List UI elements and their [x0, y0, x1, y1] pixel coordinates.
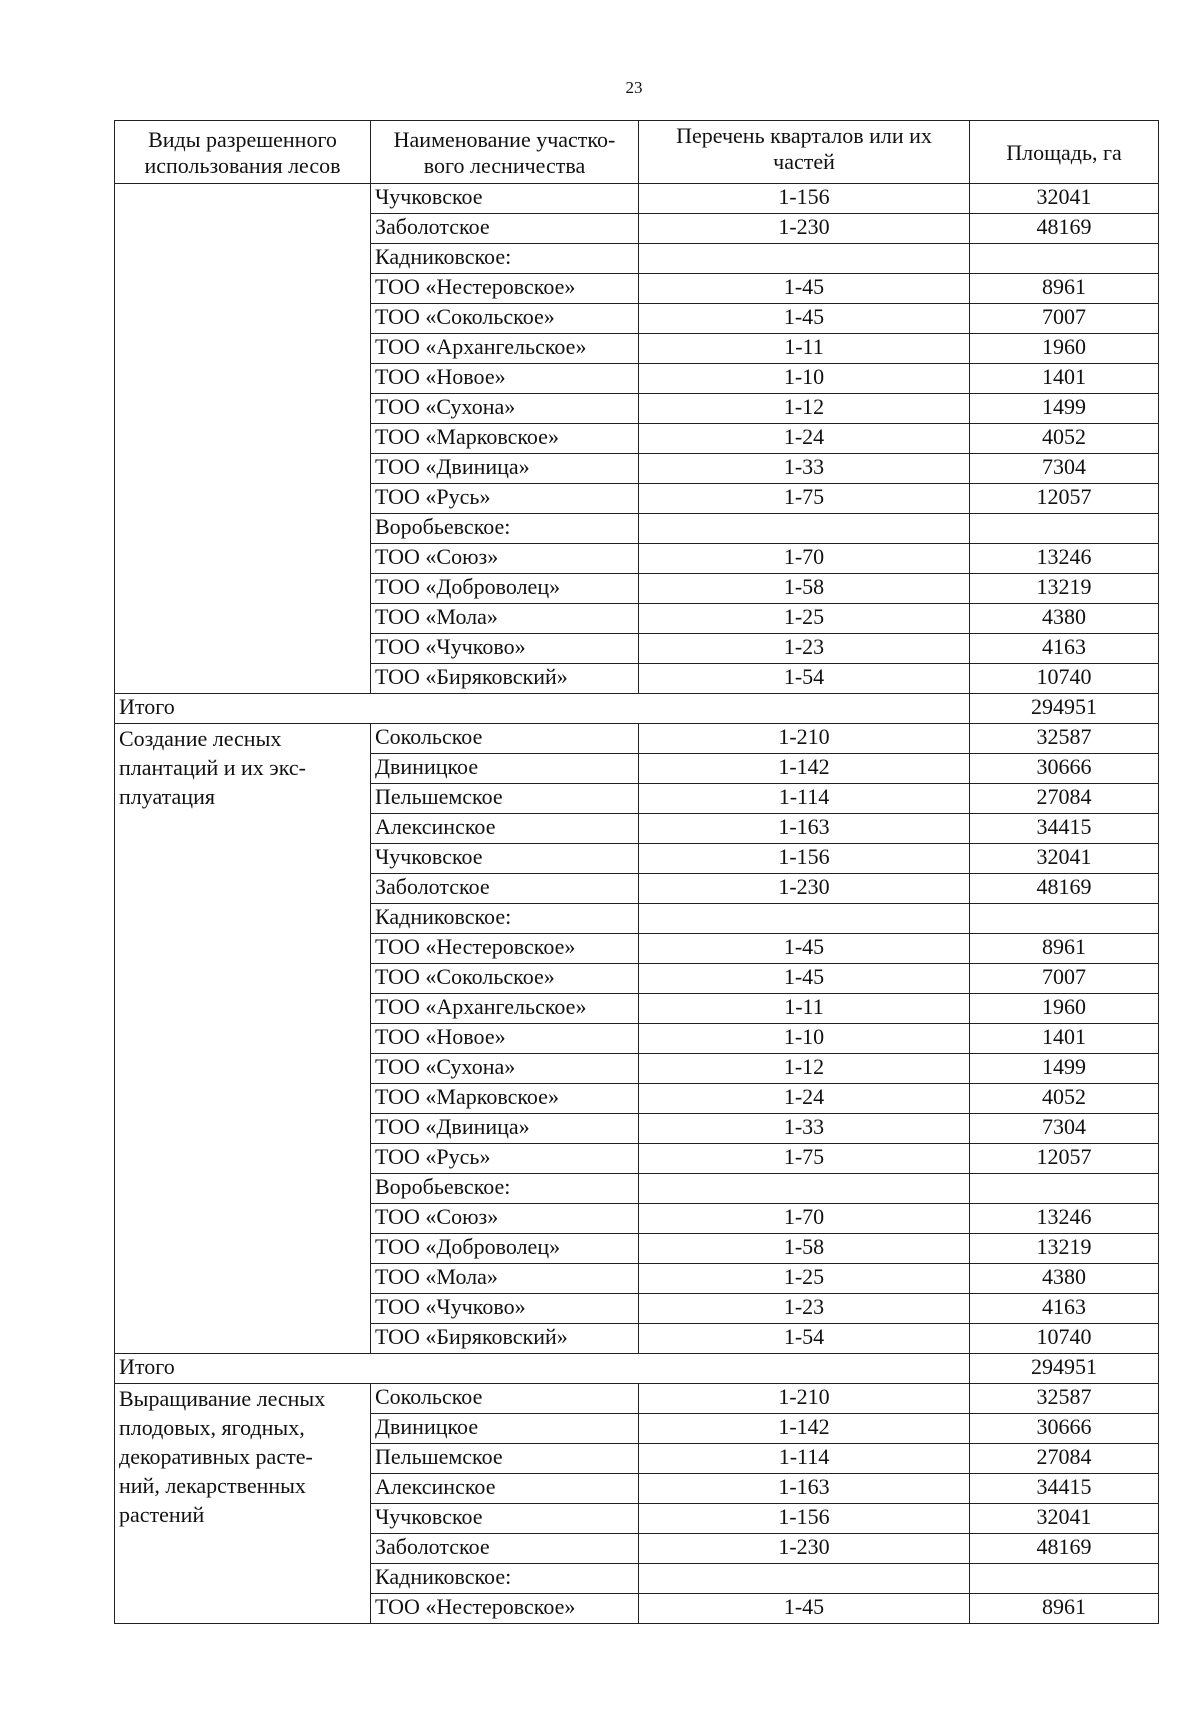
- forestry-name-cell: Двиницкое: [371, 754, 639, 784]
- header-area: Площадь, га: [970, 121, 1159, 184]
- area-cell: 4052: [970, 1084, 1159, 1114]
- quarters-cell: 1-12: [639, 1054, 970, 1084]
- forestry-name-cell: ТОО «Мола»: [371, 604, 639, 634]
- quarters-cell: 1-142: [639, 1414, 970, 1444]
- forestry-name-cell: Двиницкое: [371, 1414, 639, 1444]
- area-cell: 34415: [970, 1474, 1159, 1504]
- quarters-cell: 1-230: [639, 874, 970, 904]
- forestry-name-cell: Чучковское: [371, 1504, 639, 1534]
- total-value: 294951: [970, 1354, 1159, 1384]
- quarters-cell: 1-230: [639, 1534, 970, 1564]
- area-cell: 12057: [970, 484, 1159, 514]
- quarters-cell: 1-75: [639, 1144, 970, 1174]
- header-quarters: Перечень кварталов или их частей: [639, 121, 970, 184]
- area-cell: 32041: [970, 184, 1159, 214]
- forestry-name-cell: Воробьевское:: [371, 1174, 639, 1204]
- area-cell: 1401: [970, 364, 1159, 394]
- use-type-line: плодовых, ягодных,: [119, 1415, 305, 1440]
- quarters-cell: 1-24: [639, 424, 970, 454]
- forestry-name-cell: ТОО «Сокольское»: [371, 304, 639, 334]
- quarters-cell: 1-54: [639, 664, 970, 694]
- forestry-name-cell: ТОО «Доброволец»: [371, 1234, 639, 1264]
- area-cell: 7304: [970, 454, 1159, 484]
- forest-use-table: [114, 120, 1159, 1624]
- quarters-cell: 1-10: [639, 364, 970, 394]
- area-cell: 1499: [970, 1054, 1159, 1084]
- total-label: Итого: [115, 1354, 970, 1384]
- header-forestry: Наименование участко-вого лесничества: [371, 121, 639, 184]
- area-cell: 4380: [970, 1264, 1159, 1294]
- forestry-name-cell: Заболотское: [371, 214, 639, 244]
- forestry-name-cell: ТОО «Союз»: [371, 544, 639, 574]
- area-cell: 10740: [970, 1324, 1159, 1354]
- quarters-cell: 1-156: [639, 184, 970, 214]
- forestry-name-cell: ТОО «Нестеровское»: [371, 1594, 639, 1624]
- quarters-cell: 1-70: [639, 1204, 970, 1234]
- area-cell: 30666: [970, 754, 1159, 784]
- quarters-cell: 1-58: [639, 574, 970, 604]
- table-row: [115, 1384, 1159, 1414]
- area-cell: [970, 1174, 1159, 1204]
- area-cell: 48169: [970, 1534, 1159, 1564]
- quarters-cell: 1-114: [639, 1444, 970, 1474]
- forestry-name-cell: ТОО «Нестеровское»: [371, 274, 639, 304]
- forestry-name-cell: Заболотское: [371, 874, 639, 904]
- quarters-cell: 1-210: [639, 724, 970, 754]
- area-cell: 13246: [970, 1204, 1159, 1234]
- quarters-cell: 1-163: [639, 814, 970, 844]
- forestry-name-cell: Кадниковское:: [371, 244, 639, 274]
- table-header-row: [115, 121, 1159, 184]
- quarters-cell: 1-12: [639, 394, 970, 424]
- quarters-cell: [639, 514, 970, 544]
- quarters-cell: 1-45: [639, 274, 970, 304]
- forestry-name-cell: ТОО «Биряковский»: [371, 1324, 639, 1354]
- table-body: [115, 184, 1159, 1624]
- quarters-cell: 1-58: [639, 1234, 970, 1264]
- forestry-name-cell: ТОО «Биряковский»: [371, 664, 639, 694]
- area-cell: 32041: [970, 1504, 1159, 1534]
- total-row: [115, 1354, 1159, 1384]
- quarters-cell: [639, 1564, 970, 1594]
- area-cell: 27084: [970, 784, 1159, 814]
- use-type-cell: [115, 1384, 371, 1624]
- quarters-cell: 1-156: [639, 1504, 970, 1534]
- quarters-cell: 1-45: [639, 1594, 970, 1624]
- area-cell: 13246: [970, 544, 1159, 574]
- header-use-type: Виды разрешенного использования лесов: [115, 121, 371, 184]
- forestry-name-cell: Сокольское: [371, 724, 639, 754]
- area-cell: [970, 244, 1159, 274]
- use-type-line: декоративных расте-: [119, 1444, 313, 1469]
- area-cell: 1401: [970, 1024, 1159, 1054]
- total-row: [115, 694, 1159, 724]
- area-cell: 48169: [970, 214, 1159, 244]
- forestry-name-cell: ТОО «Мола»: [371, 1264, 639, 1294]
- area-cell: [970, 1564, 1159, 1594]
- table-row: [115, 724, 1159, 754]
- forestry-name-cell: Заболотское: [371, 1534, 639, 1564]
- forestry-name-cell: ТОО «Архангельское»: [371, 994, 639, 1024]
- quarters-cell: 1-11: [639, 994, 970, 1024]
- quarters-cell: 1-156: [639, 844, 970, 874]
- area-cell: 1960: [970, 334, 1159, 364]
- area-cell: 1499: [970, 394, 1159, 424]
- quarters-cell: [639, 904, 970, 934]
- quarters-cell: 1-33: [639, 454, 970, 484]
- forestry-name-cell: ТОО «Союз»: [371, 1204, 639, 1234]
- quarters-cell: 1-25: [639, 1264, 970, 1294]
- forestry-name-cell: ТОО «Новое»: [371, 1024, 639, 1054]
- area-cell: 8961: [970, 934, 1159, 964]
- quarters-cell: 1-210: [639, 1384, 970, 1414]
- forestry-name-cell: ТОО «Марковское»: [371, 424, 639, 454]
- total-value: 294951: [970, 694, 1159, 724]
- area-cell: 4052: [970, 424, 1159, 454]
- forestry-name-cell: Кадниковское:: [371, 1564, 639, 1594]
- area-cell: 7007: [970, 964, 1159, 994]
- area-cell: 13219: [970, 1234, 1159, 1264]
- quarters-cell: 1-45: [639, 934, 970, 964]
- forestry-name-cell: ТОО «Русь»: [371, 484, 639, 514]
- area-cell: [970, 904, 1159, 934]
- area-cell: 7304: [970, 1114, 1159, 1144]
- quarters-cell: 1-25: [639, 604, 970, 634]
- forestry-name-cell: Алексинское: [371, 1474, 639, 1504]
- quarters-cell: 1-11: [639, 334, 970, 364]
- area-cell: 1960: [970, 994, 1159, 1024]
- quarters-cell: 1-23: [639, 634, 970, 664]
- forestry-name-cell: ТОО «Сокольское»: [371, 964, 639, 994]
- area-cell: [970, 514, 1159, 544]
- quarters-cell: 1-142: [639, 754, 970, 784]
- area-cell: 8961: [970, 1594, 1159, 1624]
- forestry-name-cell: ТОО «Чучково»: [371, 1294, 639, 1324]
- forestry-name-cell: ТОО «Чучково»: [371, 634, 639, 664]
- quarters-cell: [639, 1174, 970, 1204]
- area-cell: 4163: [970, 634, 1159, 664]
- area-cell: 34415: [970, 814, 1159, 844]
- forestry-name-cell: ТОО «Сухона»: [371, 1054, 639, 1084]
- quarters-cell: [639, 244, 970, 274]
- quarters-cell: 1-75: [639, 484, 970, 514]
- forestry-name-cell: ТОО «Сухона»: [371, 394, 639, 424]
- quarters-cell: 1-230: [639, 214, 970, 244]
- forestry-name-cell: Пельшемское: [371, 784, 639, 814]
- use-type-line: Создание лесных: [119, 726, 282, 751]
- use-type-line: плуатация: [119, 784, 215, 809]
- use-type-line: растений: [119, 1502, 205, 1527]
- page-number: 23: [625, 78, 643, 97]
- quarters-cell: 1-163: [639, 1474, 970, 1504]
- forestry-name-cell: Пельшемское: [371, 1444, 639, 1474]
- area-cell: 7007: [970, 304, 1159, 334]
- area-cell: 32587: [970, 1384, 1159, 1414]
- use-type-cell: [115, 184, 371, 694]
- area-cell: 10740: [970, 664, 1159, 694]
- forestry-name-cell: ТОО «Архангельское»: [371, 334, 639, 364]
- area-cell: 32587: [970, 724, 1159, 754]
- forestry-name-cell: Сокольское: [371, 1384, 639, 1414]
- forestry-name-cell: ТОО «Новое»: [371, 364, 639, 394]
- forestry-name-cell: ТОО «Двиница»: [371, 454, 639, 484]
- use-type-line: ний, лекарственных: [119, 1473, 306, 1498]
- area-cell: 4380: [970, 604, 1159, 634]
- forestry-name-cell: ТОО «Двиница»: [371, 1114, 639, 1144]
- area-cell: 13219: [970, 574, 1159, 604]
- quarters-cell: 1-54: [639, 1324, 970, 1354]
- quarters-cell: 1-23: [639, 1294, 970, 1324]
- area-cell: 12057: [970, 1144, 1159, 1174]
- quarters-cell: 1-33: [639, 1114, 970, 1144]
- forestry-name-cell: ТОО «Доброволец»: [371, 574, 639, 604]
- use-type-line: плантаций и их экс-: [119, 755, 306, 780]
- use-type-cell: [115, 724, 371, 1354]
- forestry-name-cell: ТОО «Русь»: [371, 1144, 639, 1174]
- quarters-cell: 1-45: [639, 304, 970, 334]
- area-cell: 27084: [970, 1444, 1159, 1474]
- forestry-name-cell: ТОО «Нестеровское»: [371, 934, 639, 964]
- total-label: Итого: [115, 694, 970, 724]
- forestry-name-cell: Алексинское: [371, 814, 639, 844]
- forestry-name-cell: Чучковское: [371, 844, 639, 874]
- forestry-name-cell: Кадниковское:: [371, 904, 639, 934]
- area-cell: 8961: [970, 274, 1159, 304]
- forestry-name-cell: Воробьевское:: [371, 514, 639, 544]
- quarters-cell: 1-45: [639, 964, 970, 994]
- table-row: [115, 184, 1159, 214]
- quarters-cell: 1-10: [639, 1024, 970, 1054]
- area-cell: 4163: [970, 1294, 1159, 1324]
- forestry-name-cell: ТОО «Марковское»: [371, 1084, 639, 1114]
- forestry-name-cell: Чучковское: [371, 184, 639, 214]
- quarters-cell: 1-70: [639, 544, 970, 574]
- area-cell: 32041: [970, 844, 1159, 874]
- use-type-line: Выращивание лесных: [119, 1386, 326, 1411]
- area-cell: 48169: [970, 874, 1159, 904]
- quarters-cell: 1-24: [639, 1084, 970, 1114]
- quarters-cell: 1-114: [639, 784, 970, 814]
- area-cell: 30666: [970, 1414, 1159, 1444]
